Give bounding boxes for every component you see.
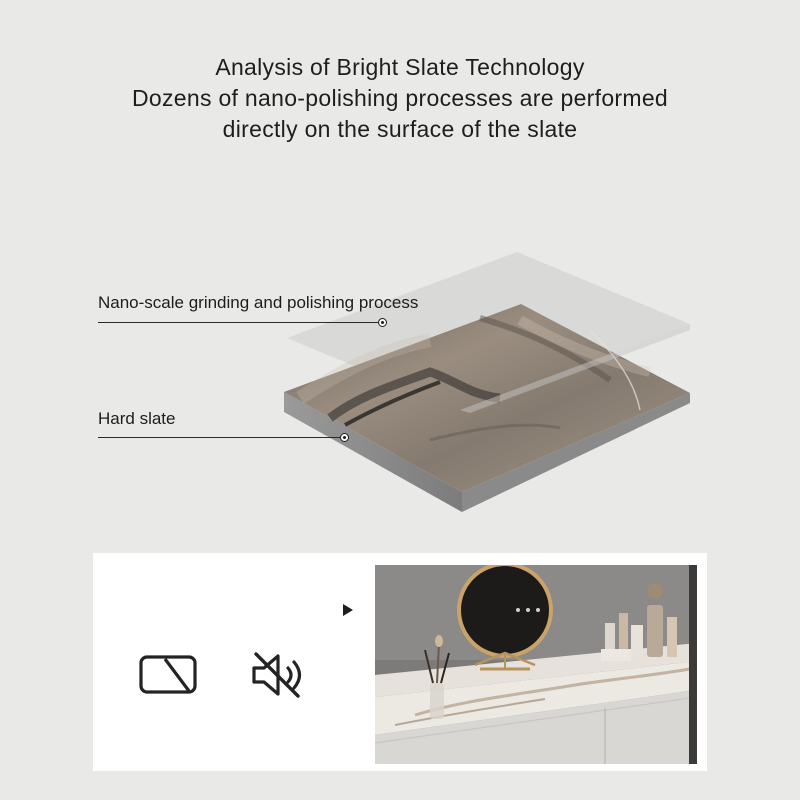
callout-hard-slate-label: Hard slate — [98, 409, 176, 428]
callout-polishing-dot — [378, 318, 387, 327]
headline-subtitle-line-2: directly on the surface of the slate — [222, 116, 578, 142]
speaker-muted-icon[interactable] — [250, 650, 308, 700]
video-frame-preview — [375, 565, 697, 764]
callout-polishing-line — [98, 322, 378, 323]
picture-in-picture-icon[interactable] — [139, 653, 197, 695]
headline-title: Analysis of Bright Slate Technology — [215, 54, 585, 80]
callout-hard-slate-dot — [340, 433, 349, 442]
play-icon[interactable] — [341, 603, 355, 617]
callout-hard-slate-line — [98, 437, 340, 438]
headline-subtitle-line-1: Dozens of nano-polishing processes are performed — [131, 85, 669, 111]
callout-polishing-label: Nano-scale grinding and polishing process — [98, 293, 419, 312]
